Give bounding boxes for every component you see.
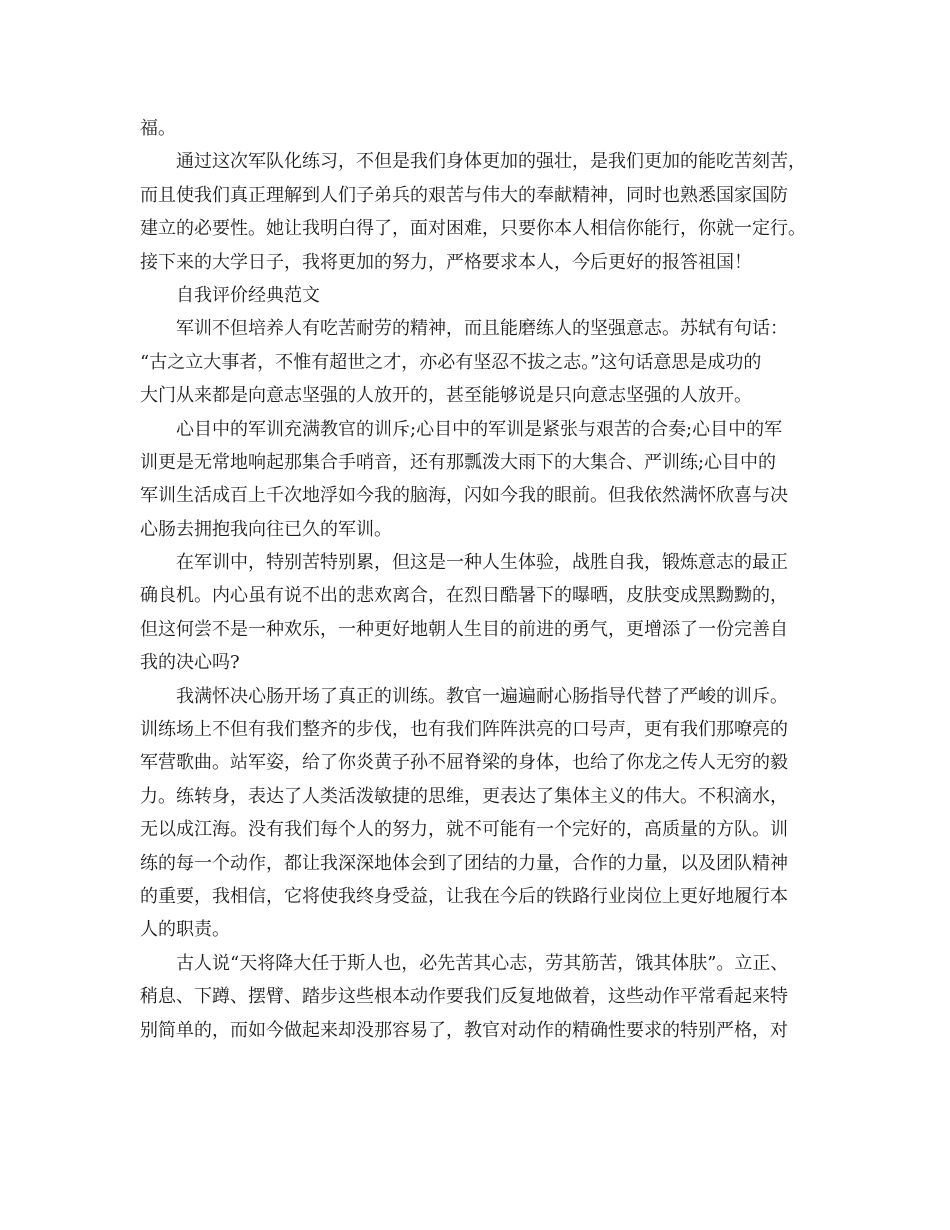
text-line: 我的决心吗? (140, 652, 240, 674)
document-body (140, 112, 820, 1047)
text-line: 接下来的大学日子，我将更加的努力，严格要求本人，今后更好的报答祖国！ (140, 251, 752, 273)
text-line: 而且使我们真正理解到人们子弟兵的艰苦与伟大的奉献精神，同时也熟悉国家国防 (140, 184, 788, 206)
text-line: 大门从来都是向意志坚强的人放开的，甚至能够说是只向意志坚强的人放开。 (140, 385, 752, 407)
text-line: 稍息、下蹲、摆臂、踏步这些根本动作要我们反复地做着，这些动作平常看起来特 (140, 986, 788, 1008)
text-line: 我满怀决心肠开场了真正的训练。教官一遍遍耐心肠指导代替了严峻的训斥。 (176, 685, 788, 707)
text-line: 自我评价经典范文 (176, 284, 320, 306)
text-line: 军营歌曲。站军姿，给了你炎黄子孙不屈脊梁的身体，也给了你龙之传人无穷的毅 (140, 752, 788, 774)
text-line: 训练场上不但有我们整齐的步伐，也有我们阵阵洪亮的口号声，更有我们那嘹亮的 (140, 719, 788, 741)
text-line: 建立的必要性。她让我明白得了，面对困难，只要你本人相信你能行，你就一定行。 (140, 218, 806, 240)
text-line: 在军训中，特别苦特别累，但这是一种人生体验，战胜自我，锻炼意志的最正 (176, 552, 788, 574)
text-line: 军训不但培养人有吃苦耐劳的精神，而且能磨练人的坚强意志。苏轼有句话： (176, 318, 788, 340)
text-line: 无以成江海。没有我们每个人的努力，就不可能有一个完好的，高质量的方队。训 (140, 819, 788, 841)
text-line: 心目中的军训充满教官的训斥;心目中的军训是紧张与艰苦的合奏;心目中的军 (176, 418, 783, 440)
text-line: 力。练转身，表达了人类活泼敏捷的思维，更表达了集体主义的伟大。不积滴水， (140, 785, 788, 807)
text-line: “古之立大事者，不惟有超世之才，亦必有坚忍不拔之志。”这句话意思是成功的 (140, 351, 762, 373)
text-line: 心肠去拥抱我向往已久的军训。 (140, 518, 392, 540)
text-line: 训更是无常地响起那集合手哨音，还有那瓢泼大雨下的大集合、严训练;心目中的 (140, 451, 777, 473)
text-line: 军训生活成百上千次地浮如今我的脑海，闪如今我的眼前。但我依然满怀欣喜与决 (140, 485, 788, 507)
text-line: 但这何尝不是一种欢乐，一种更好地朝人生目的前进的勇气，更增添了一份完善自 (140, 618, 788, 640)
text-line: 别简单的，而如今做起来却没那容易了，教官对动作的精确性要求的特别严格，对 (140, 1019, 788, 1041)
text-line: 福。 (140, 118, 176, 139)
text-line: 通过这次军队化练习，不但是我们身体更加的强壮，是我们更加的能吃苦刻苦， (176, 151, 806, 173)
text-line: 练的每一个动作，都让我深深地体会到了团结的力量，合作的力量，以及团队精神 (140, 852, 788, 874)
text-line: 确良机。内心虽有说不出的悲欢离合，在烈日酷暑下的曝晒，皮肤变成黑黝黝的， (140, 585, 788, 607)
text-line: 人的职责。 (140, 919, 230, 941)
text-line: 的重要，我相信，它将使我终身受益，让我在今后的铁路行业岗位上更好地履行本 (140, 885, 788, 907)
text-line: 古人说“天将降大任于斯人也，必先苦其心志，劳其筋苦，饿其体肤”。立正、 (176, 952, 789, 974)
